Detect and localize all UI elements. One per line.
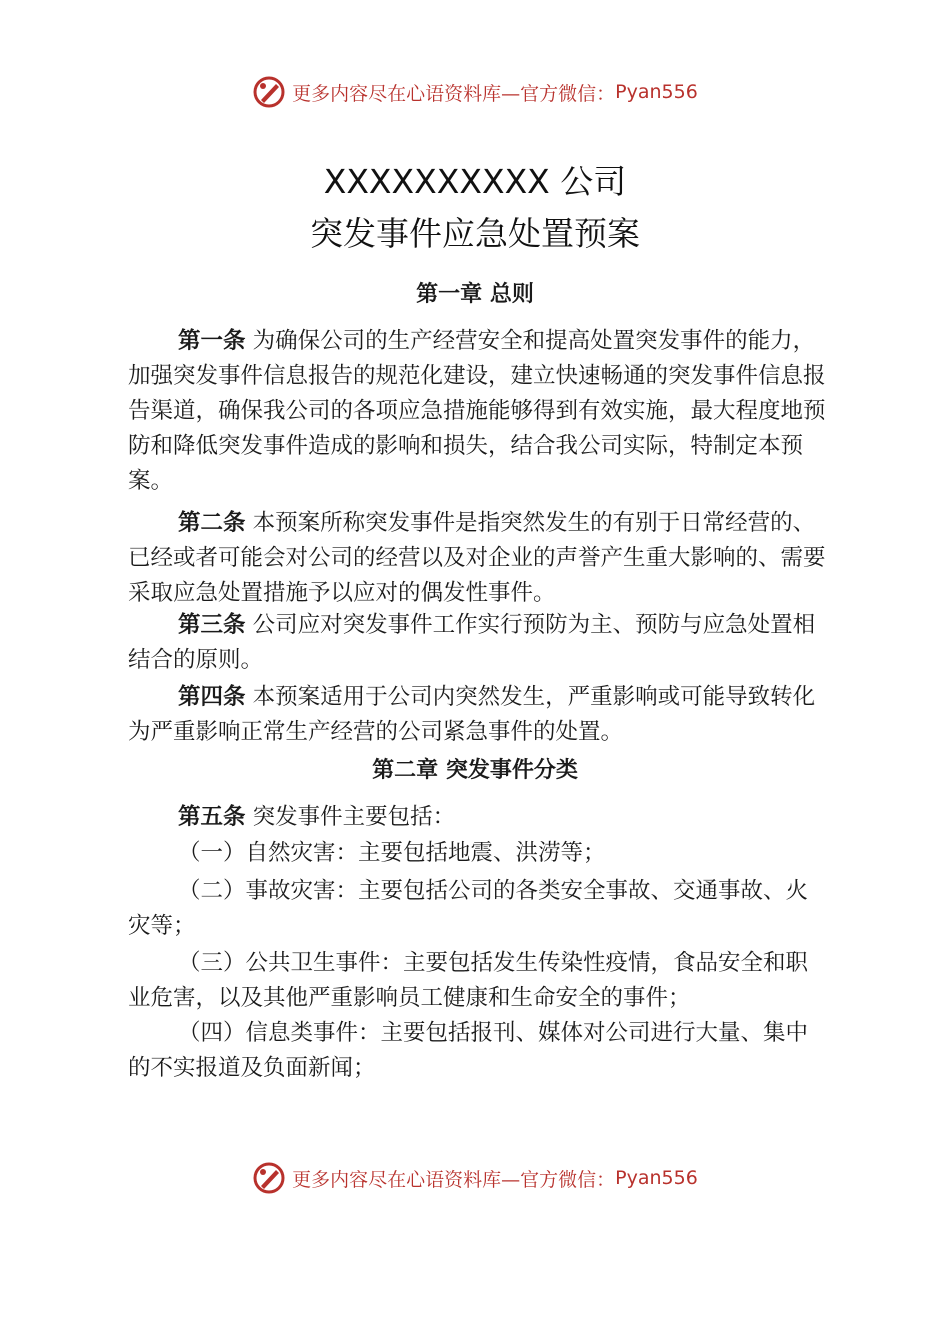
- article-1-label: 第一条: [178, 328, 246, 354]
- category-item-2: （二）事故灾害：主要包括公司的各类安全事故、交通事故、火灾等；: [128, 878, 809, 939]
- article-4-label: 第四条: [178, 684, 246, 710]
- category-item-4: （四）信息类事件：主要包括报刊、媒体对公司进行大量、集中的不实报道及负面新闻；: [128, 1020, 809, 1081]
- document-title-plan: 突发事件应急处置预案: [310, 214, 640, 253]
- pen-logo-icon: [252, 75, 286, 109]
- document-title-company: XXXXXXXXXX 公司: [323, 162, 627, 201]
- watermark-wechat-id: Pyan556: [615, 81, 698, 103]
- article-3-text: 公司应对突发事件工作实行预防为主、预防与应急处置相结合的原则。: [128, 612, 816, 673]
- article-2-label: 第二条: [178, 510, 246, 536]
- article-4-text: 本预案适用于公司内突然发生，严重影响或可能导致转化为严重影响正常生产经营的公司紧急事件的处置。: [128, 684, 816, 745]
- article-3-label: 第三条: [178, 612, 246, 638]
- article-3: [128, 608, 828, 678]
- category-item-3: （三）公共卫生事件：主要包括发生传染性疫情，食品安全和职业危害，以及其他严重影响员工健康和生命安全的事件；: [128, 950, 809, 1011]
- watermark-banner-top: [0, 72, 950, 112]
- article-2-text: 本预案所称突发事件是指突然发生的有别于日常经营的、已经或者可能会对公司的经营以及对企业的声誉产生重大影响的、需要采取应急处置措施予以应对的偶发性事件。: [128, 510, 826, 606]
- article-5-text: 突发事件主要包括：: [245, 804, 456, 830]
- chapter-2-heading: 第二章 突发事件分类: [372, 758, 578, 783]
- article-2: [128, 506, 828, 611]
- watermark-wechat-id: Pyan556: [615, 1167, 698, 1189]
- pen-logo-icon: [252, 1161, 286, 1195]
- article-1: [128, 324, 828, 499]
- article-5: [128, 800, 828, 835]
- watermark-text: 更多内容尽在心语资料库—官方微信：: [292, 82, 616, 105]
- watermark-banner-bottom: [0, 1158, 950, 1198]
- article-4: [128, 680, 828, 750]
- article-1-text: 为确保公司的生产经营安全和提高处置突发事件的能力，加强突发事件信息报告的规范化建设，建立快速畅通的突发事件信息报告渠道，确保我公司的各项应急措施能够得到有效实施，最大程度地预防和降低突发事件造成的影响和损失，结合我公司实际，特制定本预案。: [128, 328, 826, 494]
- chapter-1-heading: 第一章 总则: [416, 282, 534, 307]
- article-5-label: 第五条: [178, 804, 246, 830]
- category-item-1: （一）自然灾害：主要包括地震、洪涝等；: [178, 840, 606, 866]
- watermark-text: 更多内容尽在心语资料库—官方微信：: [292, 1168, 616, 1191]
